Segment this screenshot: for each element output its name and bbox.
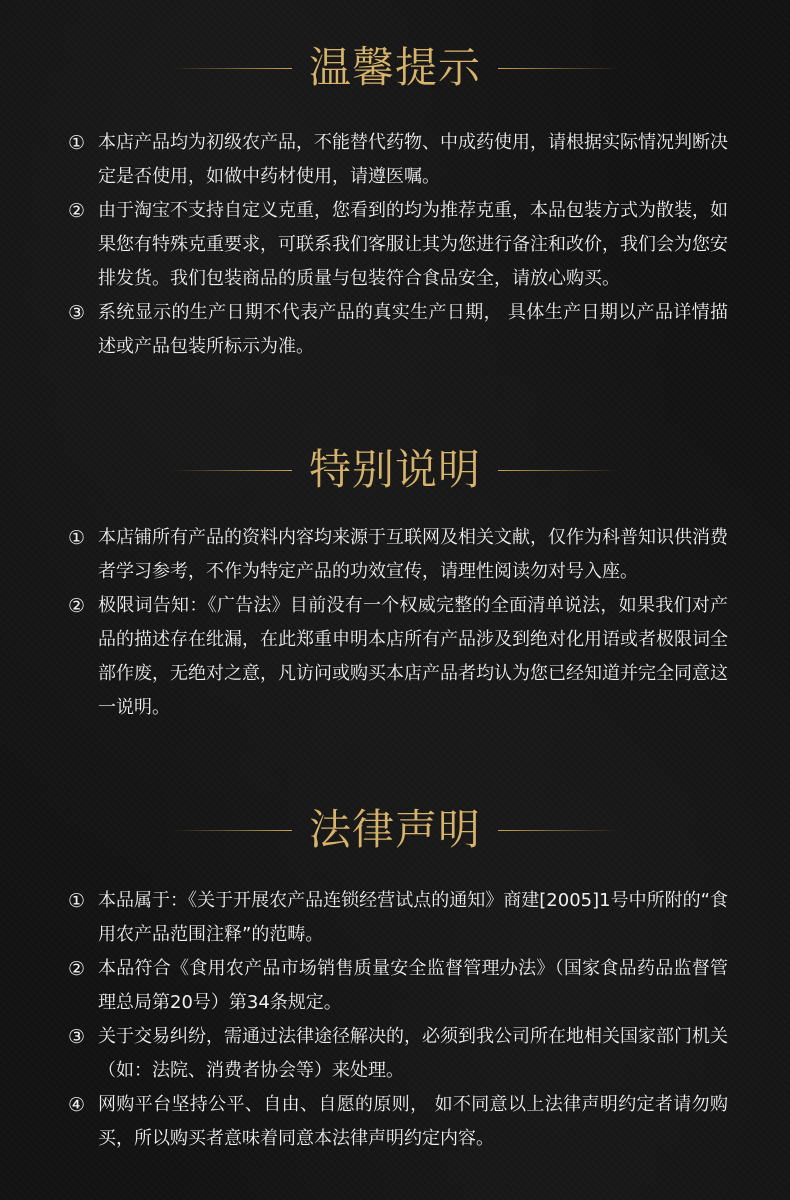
item-number: ③ [68,302,86,324]
legal-statement-list [68,884,728,1156]
header-divider-right [498,830,620,831]
list-item [68,1088,728,1156]
item-number: ① [68,890,86,912]
item-number: ④ [68,1094,86,1116]
tips-list [68,126,728,364]
header-divider-right [498,68,620,69]
list-item [68,521,728,589]
item-text: 由于淘宝不支持自定义克重，您看到的均为推荐克重，本品包装方式为散装，如果您有特殊克重要求，可联系我们客服让其为您进行备注和改价，我们会为您安排发货。我们包装商品的质量与包装符合食品安全，请放心购买。 [98,200,728,289]
section-tips [0,38,790,98]
list-item [68,884,728,952]
special-notice-list [68,521,728,725]
section-special-notice [0,440,790,500]
item-text: 极限词告知：《广告法》目前没有一个权威完整的全面清单说法，如果我们对产品的描述存在纰漏，在此郑重申明本店所有产品涉及到绝对化用语或者极限词全部作废，无绝对之意，凡访问或购买本店产品者均认为您已经知道并完全同意这一说明。 [98,595,728,718]
item-text: 本店产品均为初级农产品，不能替代药物、中成药使用，请根据实际情况判断决定是否使用，如做中药材使用，请遵医嘱。 [98,132,728,187]
item-number: ② [68,958,86,980]
item-number: ① [68,527,86,549]
section-header [0,38,790,98]
item-text: 本品符合《食用农产品市场销售质量安全监督管理办法》（国家食品药品监督管理总局第20号）第34条规定。 [98,958,728,1013]
section-header [0,440,790,500]
section-title: 特别说明 [308,445,481,494]
list-item [68,1020,728,1088]
list-item [68,296,728,364]
item-text: 系统显示的生产日期不代表产品的真实生产日期， 具体生产日期以产品详情描述或产品包装所标示为准。 [98,302,728,357]
section-title: 法律声明 [308,805,481,854]
item-number: ① [68,132,86,154]
item-number: ② [68,200,86,222]
item-number: ② [68,595,86,617]
section-legal-statement [0,800,790,860]
list-item [68,589,728,725]
item-text: 网购平台坚持公平、自由、自愿的原则， 如不同意以上法律声明约定者请勿购买，所以购买者意味着同意本法律声明约定内容。 [98,1094,728,1149]
item-number: ③ [68,1026,86,1048]
section-header [0,800,790,860]
list-item [68,126,728,194]
item-text: 本品属于：《关于开展农产品连锁经营试点的通知》商建[2005]1号中所附的“食用农产品范围注释”的范畴。 [98,890,728,945]
header-divider-right [498,470,620,471]
item-text: 关于交易纠纷，需通过法律途径解决的，必须到我公司所在地相关国家部门机关（如：法院、消费者协会等）来处理。 [98,1026,728,1081]
item-text: 本店铺所有产品的资料内容均来源于互联网及相关文献，仅作为科普知识供消费者学习参考，不作为特定产品的功效宣传，请理性阅读勿对号入座。 [98,527,728,582]
list-item [68,952,728,1020]
section-title: 温馨提示 [308,43,481,92]
list-item [68,194,728,296]
